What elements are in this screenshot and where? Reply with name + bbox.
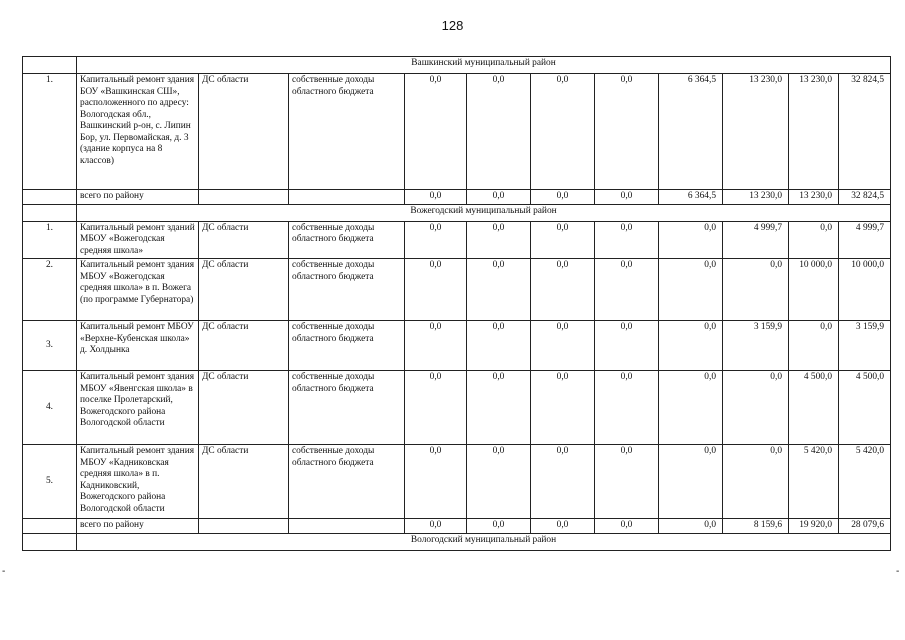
row-value: 0,0 bbox=[467, 445, 531, 519]
row-value: 5 420,0 bbox=[789, 445, 839, 519]
row-executor: ДС области bbox=[199, 259, 289, 321]
row-description: Капитальный ремонт здания МБОУ «Явенгская школа» в поселке Пролетарский, Вожегодского района Вологодской области bbox=[77, 371, 199, 445]
row-value: 0,0 bbox=[659, 371, 723, 445]
row-value: 10 000,0 bbox=[789, 259, 839, 321]
total-value: 0,0 bbox=[659, 519, 723, 534]
total-value: 0,0 bbox=[467, 519, 531, 534]
total-value: 0,0 bbox=[595, 519, 659, 534]
row-executor: ДС области bbox=[199, 221, 289, 259]
row-value: 0,0 bbox=[595, 259, 659, 321]
row-description: Капитальный ремонт здания БОУ «Вашкинская СШ», расположенного по адресу: Вологодская обл., Вашкинский р-он, с. Липин Бор, ул. Первомайская, д. 3 (здание корпуса на 8 классов) bbox=[77, 74, 199, 190]
row-value: 0,0 bbox=[467, 259, 531, 321]
total-label: всего по району bbox=[77, 519, 199, 534]
row-value: 0,0 bbox=[659, 445, 723, 519]
row-value: 4 500,0 bbox=[789, 371, 839, 445]
row-value: 0,0 bbox=[723, 259, 789, 321]
row-funding-source: собственные доходы областного бюджета bbox=[289, 74, 405, 190]
row-description: Капитальный ремонт зданий МБОУ «Вожегодская средняя школа» bbox=[77, 221, 199, 259]
row-value: 0,0 bbox=[531, 74, 595, 190]
row-value: 0,0 bbox=[595, 321, 659, 371]
row-value: 0,0 bbox=[467, 371, 531, 445]
region-row bbox=[23, 533, 891, 550]
row-number: 1. bbox=[23, 74, 77, 190]
total-num-cell bbox=[23, 190, 77, 205]
table-row bbox=[23, 321, 891, 371]
total-row bbox=[23, 519, 891, 534]
row-value: 5 420,0 bbox=[839, 445, 891, 519]
row-value: 0,0 bbox=[405, 74, 467, 190]
row-value: 0,0 bbox=[789, 221, 839, 259]
row-executor: ДС области bbox=[199, 321, 289, 371]
row-value: 0,0 bbox=[467, 74, 531, 190]
row-funding-source: собственные доходы областного бюджета bbox=[289, 221, 405, 259]
total-value: 32 824,5 bbox=[839, 190, 891, 205]
total-value: 0,0 bbox=[531, 519, 595, 534]
total-value: 13 230,0 bbox=[723, 190, 789, 205]
row-value: 4 500,0 bbox=[839, 371, 891, 445]
region-num-cell bbox=[23, 533, 77, 550]
row-value: 0,0 bbox=[467, 321, 531, 371]
total-row bbox=[23, 190, 891, 205]
total-value: 0,0 bbox=[405, 519, 467, 534]
total-executor-cell bbox=[199, 519, 289, 534]
row-value: 0,0 bbox=[723, 445, 789, 519]
row-value: 4 999,7 bbox=[723, 221, 789, 259]
row-value: 13 230,0 bbox=[723, 74, 789, 190]
row-value: 10 000,0 bbox=[839, 259, 891, 321]
total-value: 8 159,6 bbox=[723, 519, 789, 534]
row-value: 0,0 bbox=[467, 221, 531, 259]
row-value: 6 364,5 bbox=[659, 74, 723, 190]
row-value: 0,0 bbox=[595, 371, 659, 445]
row-number: 2. bbox=[23, 259, 77, 321]
table-row bbox=[23, 74, 891, 190]
total-num-cell bbox=[23, 519, 77, 534]
row-value: 3 159,9 bbox=[723, 321, 789, 371]
row-value: 0,0 bbox=[531, 259, 595, 321]
total-value: 0,0 bbox=[405, 190, 467, 205]
row-funding-source: собственные доходы областного бюджета bbox=[289, 445, 405, 519]
region-row bbox=[23, 204, 891, 221]
row-number: 3. bbox=[23, 321, 77, 371]
region-num-cell bbox=[23, 204, 77, 221]
row-value: 0,0 bbox=[789, 321, 839, 371]
row-funding-source: собственные доходы областного бюджета bbox=[289, 259, 405, 321]
total-value: 6 364,5 bbox=[659, 190, 723, 205]
row-value: 0,0 bbox=[595, 221, 659, 259]
row-value: 0,0 bbox=[531, 221, 595, 259]
table-row bbox=[23, 259, 891, 321]
region-row bbox=[23, 57, 891, 74]
row-number: 1. bbox=[23, 221, 77, 259]
total-source-cell bbox=[289, 190, 405, 205]
row-funding-source: собственные доходы областного бюджета bbox=[289, 321, 405, 371]
row-value: 0,0 bbox=[405, 445, 467, 519]
row-executor: ДС области bbox=[199, 371, 289, 445]
row-value: 4 999,7 bbox=[839, 221, 891, 259]
table-row bbox=[23, 445, 891, 519]
budget-table bbox=[22, 56, 891, 551]
total-value: 13 230,0 bbox=[789, 190, 839, 205]
table-row bbox=[23, 221, 891, 259]
right-margin-mark: - bbox=[896, 566, 900, 577]
region-num-cell bbox=[23, 57, 77, 74]
row-value: 13 230,0 bbox=[789, 74, 839, 190]
total-value: 0,0 bbox=[595, 190, 659, 205]
row-executor: ДС области bbox=[199, 74, 289, 190]
row-description: Капитальный ремонт здания МБОУ «Вожегодская средняя школа» в п. Вожега (по программе Губернатора) bbox=[77, 259, 199, 321]
row-value: 32 824,5 bbox=[839, 74, 891, 190]
row-value: 0,0 bbox=[595, 74, 659, 190]
total-label: всего по району bbox=[77, 190, 199, 205]
left-margin-mark: - bbox=[2, 566, 6, 577]
total-value: 0,0 bbox=[531, 190, 595, 205]
total-value: 0,0 bbox=[467, 190, 531, 205]
row-value: 3 159,9 bbox=[839, 321, 891, 371]
row-value: 0,0 bbox=[405, 259, 467, 321]
row-value: 0,0 bbox=[659, 259, 723, 321]
total-value: 28 079,6 bbox=[839, 519, 891, 534]
row-value: 0,0 bbox=[659, 221, 723, 259]
row-value: 0,0 bbox=[531, 445, 595, 519]
table-row bbox=[23, 371, 891, 445]
page-number: 128 bbox=[441, 18, 464, 33]
total-source-cell bbox=[289, 519, 405, 534]
region-title: Вожегодский муниципальный район bbox=[77, 204, 891, 221]
row-value: 0,0 bbox=[405, 221, 467, 259]
region-title: Вашкинский муниципальный район bbox=[77, 57, 891, 74]
row-funding-source: собственные доходы областного бюджета bbox=[289, 371, 405, 445]
row-description: Капитальный ремонт МБОУ «Верхне-Кубенская школа» д. Холдынка bbox=[77, 321, 199, 371]
total-value: 19 920,0 bbox=[789, 519, 839, 534]
row-value: 0,0 bbox=[531, 371, 595, 445]
row-value: 0,0 bbox=[405, 321, 467, 371]
row-executor: ДС области bbox=[199, 445, 289, 519]
row-number: 5. bbox=[23, 445, 77, 519]
region-title: Вологодский муниципальный район bbox=[77, 533, 891, 550]
row-value: 0,0 bbox=[531, 321, 595, 371]
row-number: 4. bbox=[23, 371, 77, 445]
total-executor-cell bbox=[199, 190, 289, 205]
row-value: 0,0 bbox=[659, 321, 723, 371]
row-description: Капитальный ремонт здания МБОУ «Кадниковская средняя школа» в п. Кадниковский, Вожегодского района Вологодской области bbox=[77, 445, 199, 519]
row-value: 0,0 bbox=[405, 371, 467, 445]
row-value: 0,0 bbox=[723, 371, 789, 445]
row-value: 0,0 bbox=[595, 445, 659, 519]
